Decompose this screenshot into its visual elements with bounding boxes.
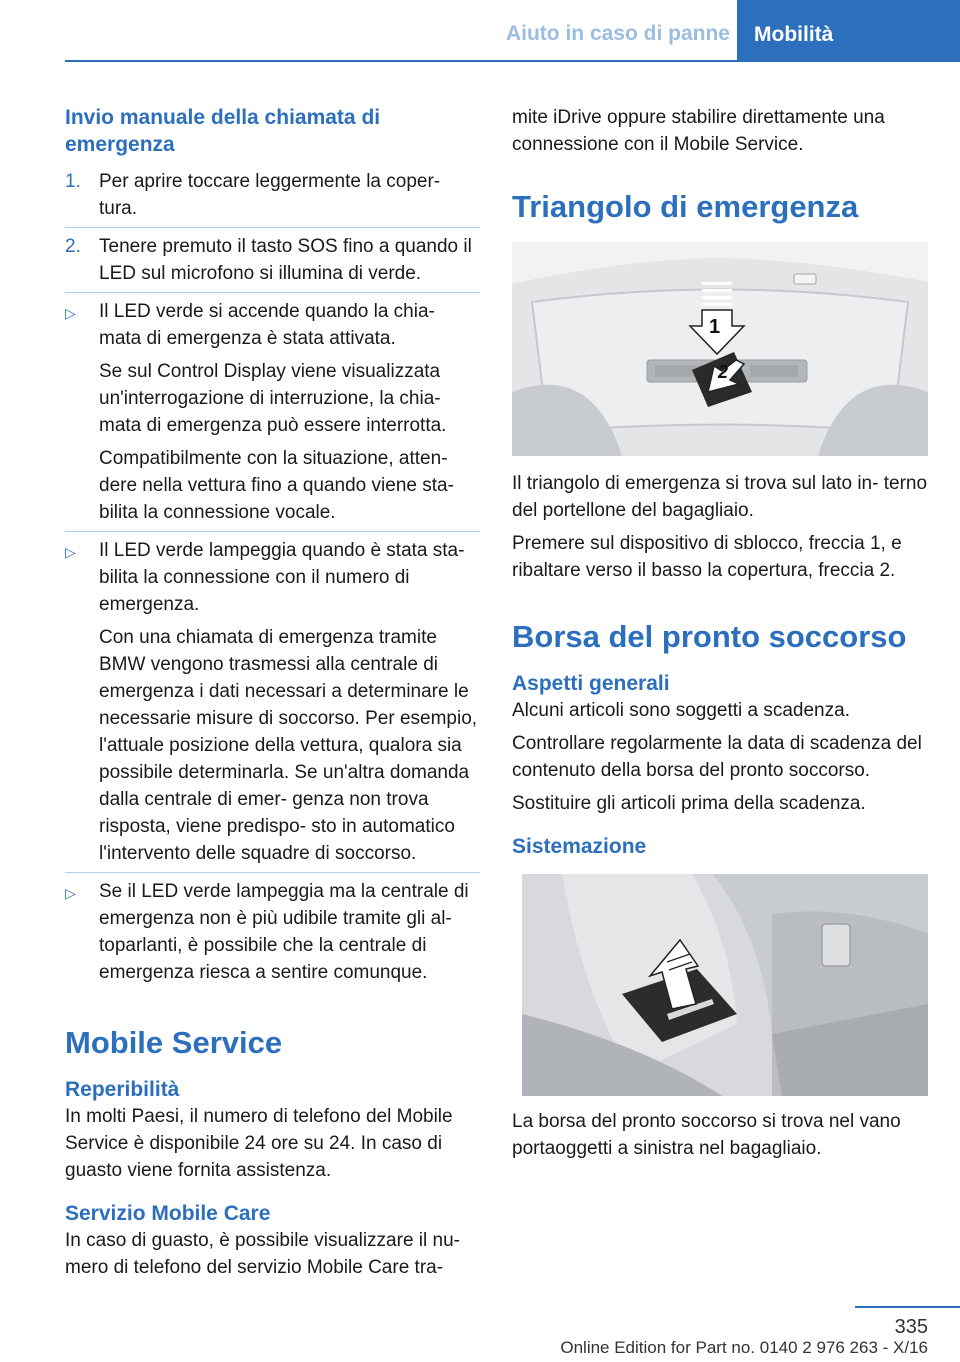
bullet-extra-text: Se sul Control Display viene visualizzata un'interrogazione di interruzione, la chia- mata di emergenza può essere interrotta. [99, 361, 447, 436]
step-text: Tenere premuto il tasto SOS fino a quando il LED sul microfono si illumina di verde. [99, 236, 472, 284]
header-chapter-label: Mobilità [754, 23, 834, 46]
left-column [65, 100, 480, 1281]
general-text-3: Sostituire gli articoli prima della scadenza. [512, 793, 866, 814]
general-text-2: Controllare regolarmente la data di scadenza del contenuto della borsa del pronto soccorso. [512, 733, 922, 781]
divider [65, 292, 480, 293]
first-aid-heading: Borsa del pronto soccorso [512, 619, 907, 654]
care-heading: Servizio Mobile Care [65, 1202, 271, 1225]
triangle-bullet-icon: ▷ [65, 885, 76, 901]
trunk-compartment-illustration [522, 874, 928, 1096]
bullet-item [65, 878, 480, 986]
trunk-lid-figure [512, 242, 928, 456]
header-section-title: Aiuto in caso di panne [505, 22, 730, 45]
header-rule [65, 60, 960, 62]
step-item [65, 168, 480, 222]
trunk-lid-illustration [512, 242, 928, 456]
placement-heading: Sistemazione [512, 835, 647, 858]
triangle-text-1: Il triangolo di emergenza si trova sul lato in- terno del portellone del bagagliaio. [512, 473, 928, 521]
steps-list [65, 168, 480, 986]
step-number: 2. [65, 236, 81, 257]
edition-text: Online Edition for Part no. 0140 2 976 263 - X/16 [560, 1338, 928, 1357]
step-text: Per aprire toccare leggermente la coper- tura. [99, 171, 441, 219]
triangle-bullet-icon: ▷ [65, 305, 76, 321]
reach-text: In molti Paesi, il numero di telefono del Mobile Service è disponibile 24 ore su 24. In caso di guasto viene fornita assistenza. [65, 1106, 453, 1181]
triangle-text-2: Premere sul dispositivo di sblocco, freccia 1, e ribaltare verso il basso la copertura, freccia 2. [512, 533, 902, 581]
divider [65, 227, 480, 228]
bullet-item [65, 537, 480, 867]
divider [65, 531, 480, 532]
bullet-text: Se il LED verde lampeggia ma la centrale di emergenza non è più udibile tramite gli al- toparlanti, è possibile che la centrale di emergenza riesca a sentire comunque. [99, 881, 469, 983]
triangle-bullet-icon: ▷ [65, 544, 76, 560]
care-text: In caso di guasto, è possibile visualizzare il nu- mero di telefono del servizio Mobile Care tra- [65, 1230, 460, 1278]
footer-rule [855, 1306, 960, 1308]
bullet-text: Il LED verde lampeggia quando è stata sta- bilita la connessione con il numero di emergenza. [99, 540, 465, 615]
manual-call-heading: Invio manuale della chiamata di emergenza [65, 106, 381, 156]
bullet-item [65, 298, 480, 526]
arrow-label-2: 2 [718, 362, 729, 382]
header-chapter-tab [737, 0, 960, 62]
page-header [0, 0, 960, 62]
divider [65, 872, 480, 873]
triangle-heading: Triangolo di emergenza [512, 189, 859, 224]
step-item [65, 233, 480, 287]
continuation-text: mite iDrive oppure stabilire direttamente una connessione con il Mobile Service. [512, 107, 885, 155]
general-heading: Aspetti generali [512, 672, 670, 695]
bullet-extra-text: Con una chiamata di emergenza tramite BMW vengono trasmessi alla centrale di emergenza i dati necessari a determinare le necessarie misure di soccorso. Per esempio, l'attuale posizione della vettura, qualora sia possibile determinarla. Se un'altra domanda dalla centrale di emer- genza non trova risposta, viene predispo- sto in automatico l'intervento delle squadre di soccorso. [99, 627, 478, 864]
step-number: 1. [65, 171, 81, 192]
bullet-text: Il LED verde si accende quando la chia- mata di emergenza è stata attivata. [99, 301, 435, 349]
page-number: 335 [894, 1316, 928, 1338]
general-text-1: Alcuni articoli sono soggetti a scadenza. [512, 700, 850, 721]
reach-heading: Reperibilità [65, 1078, 180, 1101]
arrow-label-1: 1 [709, 316, 721, 338]
trunk-compartment-figure [522, 874, 928, 1096]
mobile-service-heading: Mobile Service [65, 1025, 283, 1060]
right-column [512, 100, 928, 1162]
placement-text: La borsa del pronto soccorso si trova nel vano portaoggetti a sinistra nel bagagliaio. [512, 1111, 901, 1159]
bullet-extra-text: Compatibilmente con la situazione, atten- dere nella vettura fino a quando viene sta- bilita la connessione vocale. [99, 448, 454, 523]
